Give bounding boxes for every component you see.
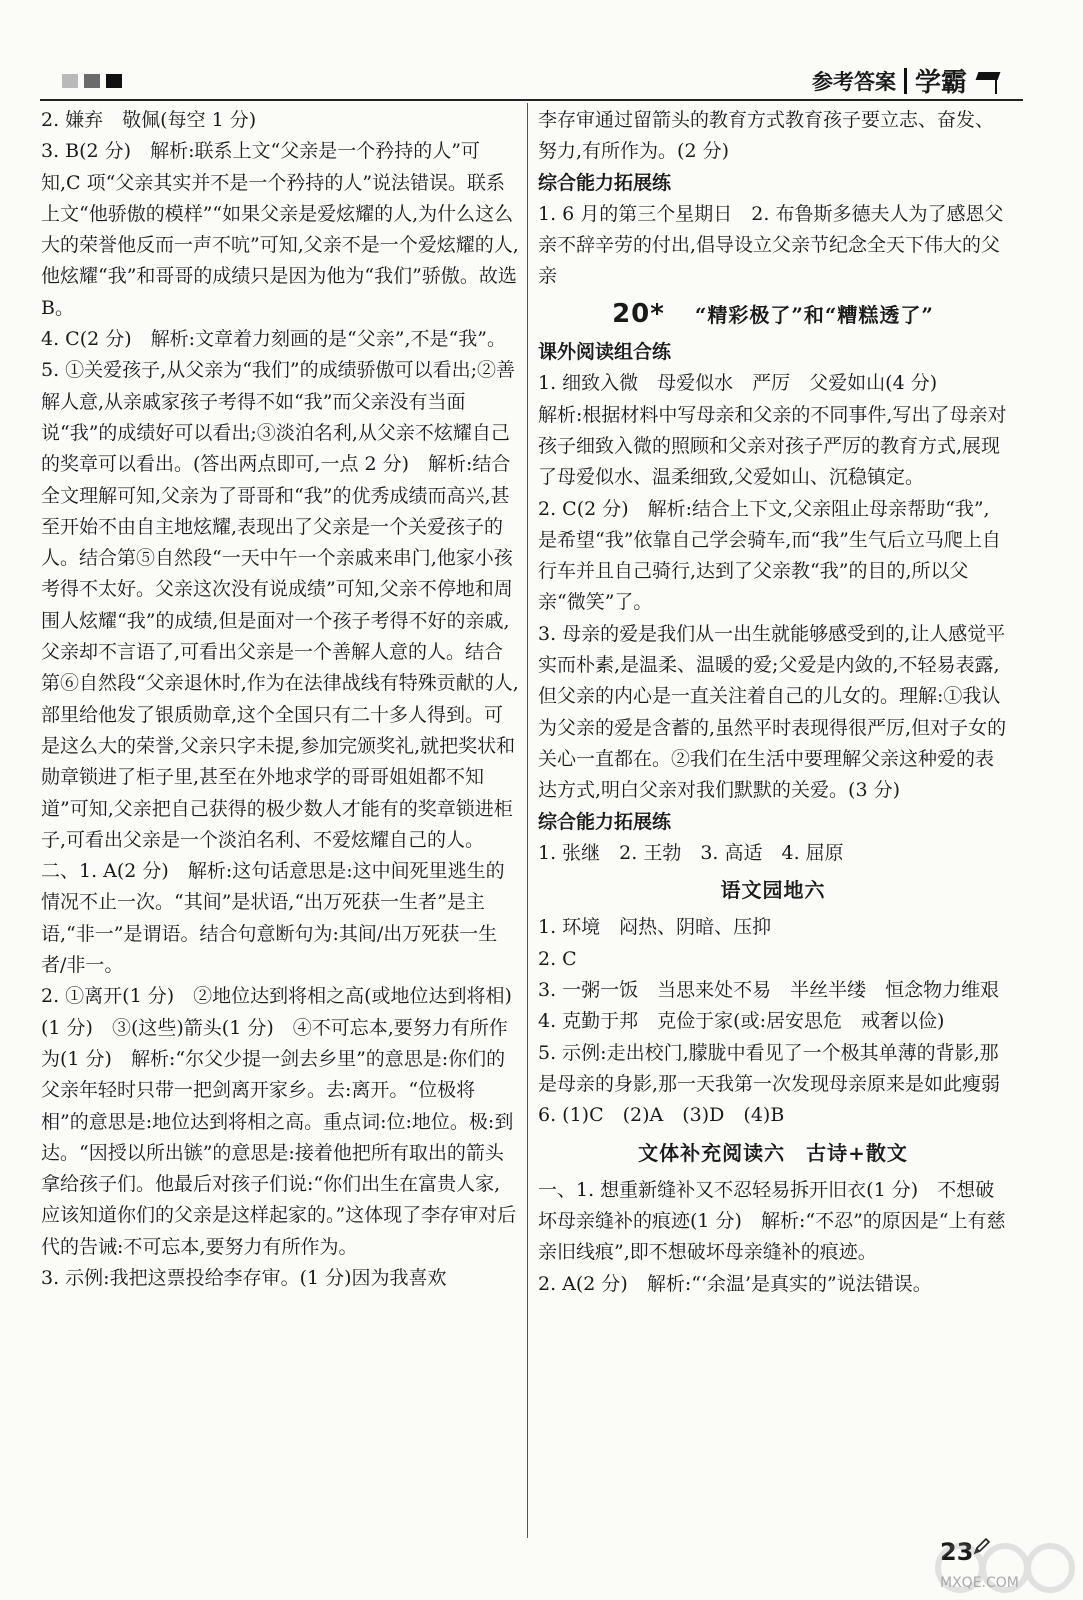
header-marks [62, 74, 122, 88]
answer-paragraph: 5. 示例:走出校门,朦胧中看见了一个极其单薄的背影,那是母亲的身影,那一天我第一次发现母亲原来是如此瘦弱 [538, 1041, 1001, 1095]
answer-paragraph: 1. 张继 2. 王勃 3. 高适 4. 屈原 [538, 841, 844, 864]
header-separator [904, 68, 907, 94]
column-divider [527, 103, 528, 1538]
answer-paragraph: 1. 环境 闷热、阴暗、压抑 [538, 916, 772, 939]
section-heading: 课外阅读组合练 [538, 341, 672, 364]
answer-paragraph: 1. 细致入微 母爱似水 严厉 父爱如山(4 分) [538, 372, 938, 395]
answer-paragraph: 2. C [538, 947, 577, 970]
answer-paragraph: 4. C(2 分) 解析:文章着力刻画的是“父亲”,不是“我”。 [41, 328, 506, 351]
answer-paragraph: 6. (1)C (2)A (3)D (4)B [538, 1104, 785, 1127]
answer-paragraph: 2. C(2 分) 解析:结合上下文,父亲阻止母亲帮助“我”,是希望“我”依靠自己学会骑车,而“我”生气后立马爬上自行车并且自己骑行,达到了父亲教“我”的目的,所以父亲“微笑”了。 [538, 497, 1001, 614]
answer-paragraph: 3. B(2 分) 解析:联系上文“父亲是一个矜持的人”可知,C 项“父亲其实并不是一个矜持的人”说法错误。联系上文“他骄傲的模样”“如果父亲是爱炫耀的人,为什么这么大的荣誉他反而一声不吭”可知,父亲不是一个爱炫耀的人,他炫耀“我”和哥哥的成绩只是因为他为“我们”骄傲。故选 B。 [41, 140, 519, 319]
left-column [41, 105, 519, 1294]
brand-name: 学霸 [914, 68, 967, 98]
header-right [812, 62, 1003, 99]
lesson-number: 20* [612, 298, 665, 329]
answer-paragraph: 3. 示例:我把这票投给李存审。(1 分)因为我喜欢 [41, 1266, 447, 1289]
answer-paragraph: 2. A(2 分) 解析:“‘余温’是真实的”说法错误。 [538, 1272, 932, 1295]
answer-paragraph: 4. 克勤于邦 克俭于家(或:居安思危 戒奢以俭) [538, 1010, 945, 1033]
watermark-text: MXQE.COM [940, 1575, 1019, 1591]
answer-paragraph: 二、1. A(2 分) 解析:这句话意思是:这中间死里逃生的情况不止一次。“其间”是状语,“出万死获一生者”是主语,“非一”是谓语。结合句意断句为:其间/出万死获一生者/非一。 [41, 860, 505, 977]
answer-paragraph: 5. ①关爱孩子,从父亲为“我们”的成绩骄傲可以看出;②善解人意,从亲戚家孩子考得不如“我”而父亲没有当面说“我”的成绩好可以看出;③淡泊名利,从父亲不炫耀自己的奖章可以看出。(答出两点即可,一点 2 分) 解析:结合全文理解可知,父亲为了哥哥和“我”的优秀成绩而高兴,甚至开始不由自主地炫耀,表现出了父亲是一个关爱孩子的人。结合第⑤自然段“一天中午一个亲戚来串门,他家小孩考得不太好。父亲这次没有说成绩”可知,父亲不停地和周围人炫耀“我”的成绩,但是面对一个孩子考得不好的亲戚,父亲却不言语了,可看出父亲是一个善解人意的人。结合第⑥自然段“父亲退休时,作为在法律战线有特殊贡献的人,部里给他发了银质勋章,这个全国只有二十多人得到。可是这么大的荣誉,父亲只字未提,参加完颁奖礼,就把奖状和勋章锁进了柜子里,甚至在外地求学的哥哥姐姐都不知道”可知,父亲把自己获得的极少数人才能有的奖章锁进柜子,可看出父亲是一个淡泊名利、不爱炫耀自己的人。 [41, 359, 519, 851]
page-header [40, 58, 1043, 98]
watermark-stamp-icon [930, 1540, 1080, 1600]
answer-paragraph: 2. 嫌弃 敬佩(每空 1 分) [41, 109, 257, 131]
right-column [538, 105, 1008, 1300]
lesson-title-text: “精彩极了”和“糟糕透了” [694, 302, 934, 327]
unit-title: 语文园地六 [720, 878, 826, 903]
answer-paragraph: 2. ①离开(1 分) ②地位达到将相之高(或地位达到将相)(1 分) ③(这些)箭头(1 分) ④不可忘本,要努力有所作为(1 分) 解析:“尔父少提一剑去乡里”的意思是:你们的父亲年轻时只带一把剑离开家乡。去:离开。“位极将相”的意思是:地位达到将相之高。重点词:位:地位。极:到达。“因授以所出镞”的意思是:接着他把所有取出的箭头拿给孩子们。他最后对孩子们说:“你们出生在富贵人家,应该知道你们的父亲是这样起家的。”这体现了李存审对后代的告诫:不可忘本,要努力有所作为。 [41, 985, 517, 1258]
answer-paragraph: 3. 母亲的爱是我们从一出生就能够感受到的,让人感觉平实而朴素,是温柔、温暖的爱;父爱是内敛的,不轻易表露,但父亲的内心是一直关注着自己的儿女的。理解:①我认为父亲的爱是含蓄的,虽然平时表现得很严厉,但对子女的关心一直都在。②我们在生活中要理解父亲这种爱的表达方式,明白父亲对我们默默的关爱。(3 分) [538, 622, 1007, 802]
lesson-title [538, 299, 1008, 331]
section-heading: 综合能力拓展练 [538, 810, 672, 833]
answer-paragraph: 解析:根据材料中写母亲和父亲的不同事件,写出了母亲对孩子细致入微的照顾和父亲对孩子严厉的教育方式,展现了母爱似水、温柔细致,父爱如山、沉稳镇定。 [538, 403, 1007, 489]
answer-paragraph: 李存审通过留箭头的教育方式教育孩子要立志、奋发、努力,有所作为。(2 分) [538, 109, 995, 163]
section-heading: 综合能力拓展练 [538, 171, 672, 194]
supplement-title: 文体补充阅读六 古诗+散文 [638, 1140, 908, 1165]
answer-paragraph: 1. 6 月的第三个星期日 2. 布鲁斯多德夫人为了感恩父亲不辞辛劳的付出,倡导设立父亲节纪念全天下伟大的父亲 [538, 202, 1004, 288]
answer-paragraph: 一、1. 想重新缝补又不忍轻易拆开旧衣(1 分) 不想破坏母亲缝补的痕迹(1 分) 解析:“不忍”的原因是“上有慈亲旧线痕”,即不想破坏母亲缝补的痕迹。 [538, 1178, 1006, 1264]
header-rule [40, 99, 1023, 101]
page-number: 23 [940, 1538, 974, 1566]
header-label: 参考答案 [811, 69, 896, 94]
graduation-cap-icon [975, 66, 1003, 96]
answer-paragraph: 3. 一粥一饭 当思来处不易 半丝半缕 恒念物力维艰 [538, 979, 1000, 1002]
